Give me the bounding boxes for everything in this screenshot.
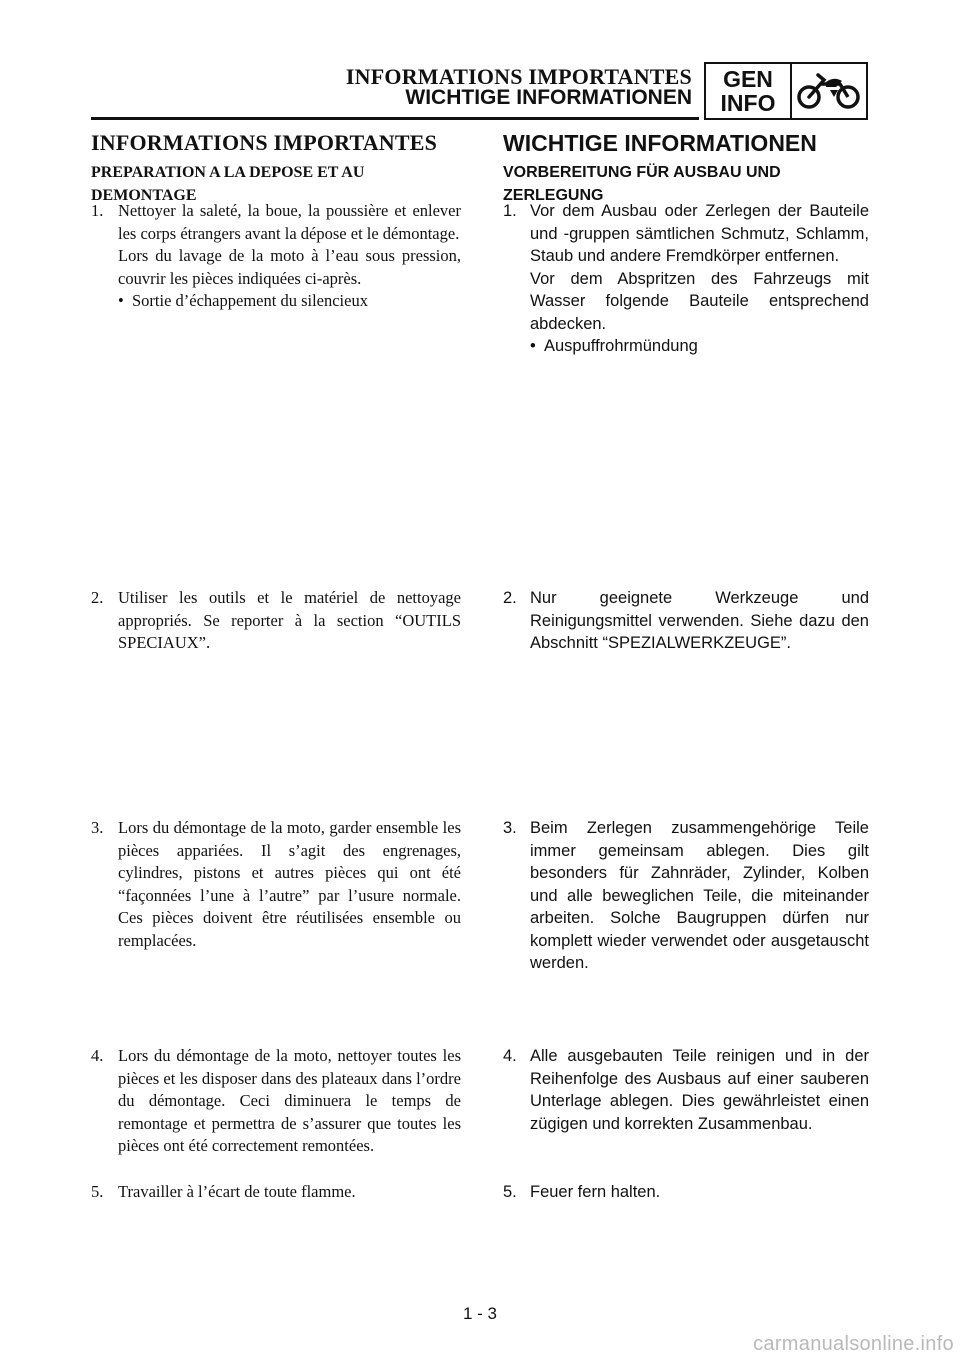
section-title-de: WICHTIGE INFORMATIONEN	[503, 130, 817, 156]
list-item-fr-1	[91, 200, 461, 313]
list-item-de-3	[503, 817, 869, 975]
subhead-fr: PREPARATION A LA DEPOSE ET AU DEMONTAGE	[91, 164, 365, 204]
list-item-de-2	[503, 587, 869, 655]
bullet-item	[91, 290, 461, 313]
section-badge	[704, 62, 868, 120]
subhead-de: VORBEREITUNG FÜR AUSBAU UND ZERLEGUNG	[503, 164, 781, 204]
item-number: 4.	[91, 1046, 104, 1065]
badge-label	[706, 64, 792, 118]
column-french	[91, 128, 461, 1201]
item-text: Travailler à l’écart de toute flamme.	[118, 1182, 356, 1201]
item-text: Beim Zerlegen zusammengehörige Teile immer gemeinsam ablegen. Dies gilt besonders für Zahnräder, Zylinder, Kolben und alle beweglichen Teile, die miteinander arbeiten. Solche Baugruppen dürfen nur komplett wieder verwendet oder ausgetauscht werden.	[530, 819, 869, 972]
bullet-text: Auspuffrohrmündung	[544, 337, 698, 355]
item-text: Nur geeignete Werkzeuge und Reinigungsmittel verwenden. Siehe dazu den Abschnitt “SPEZIALWERKZEUGE”.	[530, 589, 869, 652]
list-item-de-4	[503, 1045, 869, 1135]
watermark: carmanualsonline.info	[753, 1333, 954, 1355]
item-text: Alle ausgebauten Teile reinigen und in der Reihenfolge des Ausbaus auf einer sauberen Unterlage ablegen. Dies gewährleistet einen zügigen und korrekten Zusammenbau.	[530, 1047, 869, 1133]
item-number: 1.	[91, 201, 104, 220]
item-text: Vor dem Ausbau oder Zerlegen der Bauteile und -gruppen sämtlichen Schmutz, Schlamm, Staub und andere Fremdkörper entfernen.	[530, 202, 869, 265]
item-text: Lors du démontage de la moto, garder ensemble les pièces appariées. Il s’agit des engrenages, cylindres, pistons et autres pièces qui ont été “façonnées l’une à l’autre” par l’usure normale. Ces pièces doivent être réutilisées ensemble ou remplacées.	[118, 818, 461, 950]
item-text: Vor dem Abspritzen des Fahrzeugs mit Wasser folgende Bauteile entsprechend abdecken.	[530, 269, 869, 333]
header-rule	[91, 117, 699, 120]
list-item-fr-4	[91, 1045, 461, 1158]
item-number: 3.	[503, 819, 517, 837]
section-title-fr: INFORMATIONS IMPORTANTES	[91, 130, 438, 155]
item-number: 4.	[503, 1047, 517, 1065]
header-title-fr: INFORMATIONS IMPORTANTES	[345, 64, 692, 89]
list-item-fr-3	[91, 817, 461, 952]
item-number: 5.	[503, 1183, 517, 1201]
item-text: Feuer fern halten.	[530, 1183, 661, 1201]
bullet-icon: •	[118, 291, 124, 310]
header-title-de: WICHTIGE INFORMATIONEN	[405, 86, 692, 109]
item-number: 1.	[503, 202, 517, 220]
item-text: Lors du lavage de la moto à l’eau sous pression, couvrir les pièces indiquées ci-après.	[118, 246, 461, 288]
bullet-item	[503, 335, 869, 358]
item-text: Nettoyer la saleté, la boue, la poussière et enlever les corps étrangers avant la dépose et le démontage.	[118, 201, 461, 243]
bullet-text: Sortie d’échappement du silencieux	[132, 291, 368, 310]
item-number: 5.	[91, 1182, 104, 1201]
page-number: 1 - 3	[462, 1304, 498, 1323]
list-item-fr-2	[91, 587, 461, 655]
motorcycle-icon	[792, 64, 866, 118]
item-text: Utiliser les outils et le matériel de nettoyage appropriés. Se reporter à la section “OUTILS SPECIAUX”.	[118, 588, 461, 652]
item-number: 3.	[91, 818, 104, 837]
item-number: 2.	[91, 588, 104, 607]
bullet-icon: •	[530, 337, 536, 355]
list-item-de-5	[503, 1181, 869, 1204]
item-number: 2.	[503, 589, 517, 607]
item-text: Lors du démontage de la moto, nettoyer toutes les pièces et les disposer dans des plateaux dans l’ordre du démontage. Ceci diminuera le temps de remontage et permettra de s’assurer que toutes les pièces ont été correctement remontées.	[118, 1046, 461, 1155]
column-german	[503, 128, 869, 1201]
badge-line-1: GEN	[723, 66, 773, 92]
badge-line-2: INFO	[720, 90, 776, 116]
list-item-fr-5	[91, 1181, 461, 1204]
list-item-de-1	[503, 200, 869, 358]
